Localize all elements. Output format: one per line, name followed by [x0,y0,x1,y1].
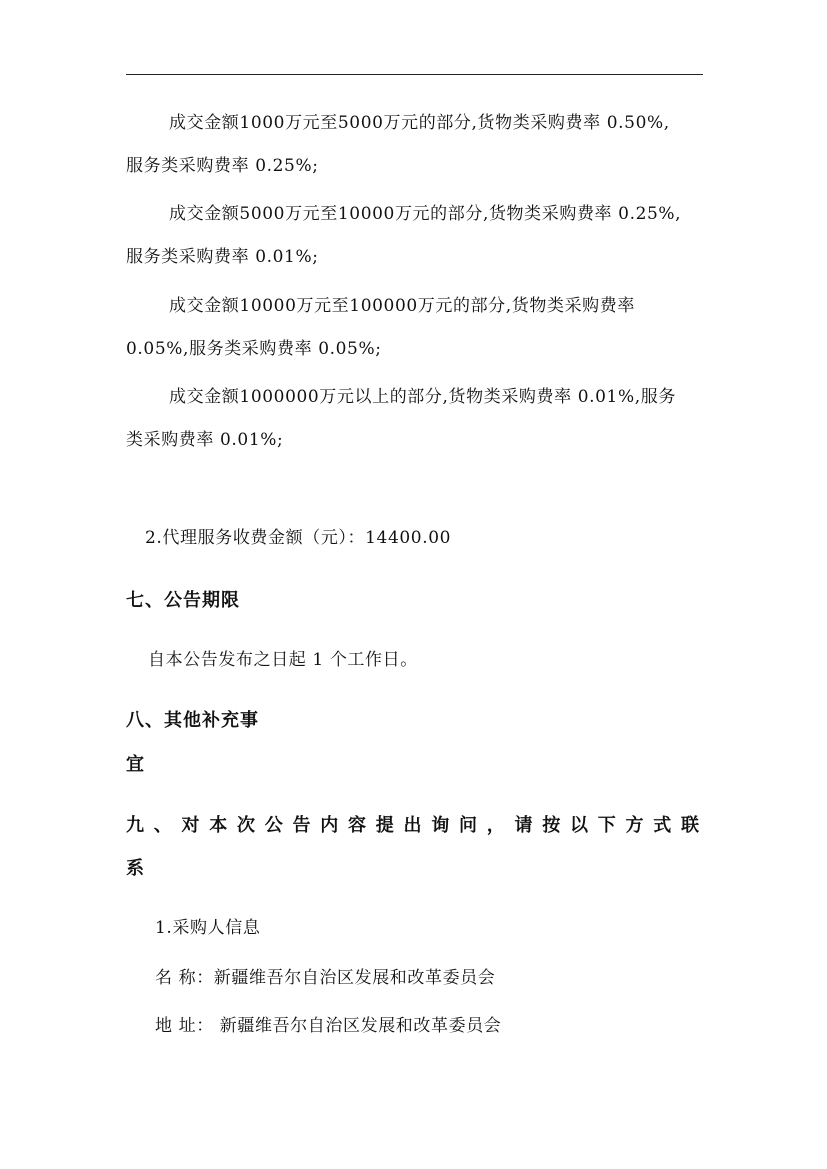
fee-tier-2-line2: 服务类采购费率 0.01%; [126,247,319,267]
fee-tier-1-line1: 成交金额1000万元至5000万元的部分,货物类采购费率 0.50%, [169,113,670,133]
fee-tier-3-line2: 0.05%,服务类采购费率 0.05%; [126,339,382,359]
section7-body: 自本公告发布之日起 1 个工作日。 [148,650,418,670]
fee-tier-2-line1: 成交金额5000万元至10000万元的部分,货物类采购费率 0.25%, [169,204,682,224]
purchaser-address: 地 址： 新疆维吾尔自治区发展和改革委员会 [155,1016,502,1036]
section9-heading-line2: 系 [126,858,145,879]
fee-tier-4-line2: 类采购费率 0.01%; [126,430,284,450]
purchaser-name: 名 称：新疆维吾尔自治区发展和改革委员会 [155,968,496,988]
fee-tier-1-line2: 服务类采购费率 0.25%; [126,156,319,176]
header-rule [126,74,703,75]
purchaser-info-title: 1.采购人信息 [155,918,261,938]
fee-tier-3-line1: 成交金额10000万元至100000万元的部分,货物类采购费率 [169,296,635,316]
section8-heading-line1: 八、其他补充事 [126,710,259,731]
section7-heading: 七、公告期限 [126,590,240,611]
section8-heading-line2: 宜 [126,754,145,775]
fee-tier-4-line1: 成交金额1000000万元以上的部分,货物类采购费率 0.01%,服务 [169,387,676,407]
agency-fee-amount: 2.代理服务收费金额（元）：14400.00 [145,528,452,548]
section9-heading-line1: 九、对本次公告内容提出询问，请按以下方式联 [126,815,699,836]
